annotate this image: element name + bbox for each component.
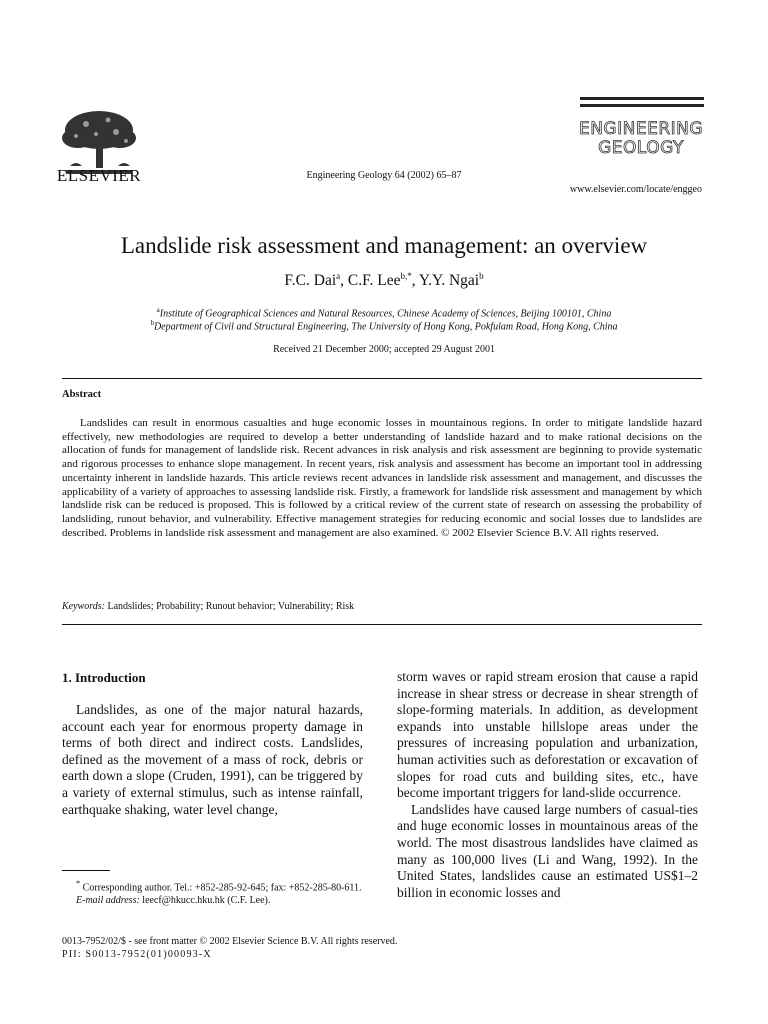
publisher-name: ELSEVIER: [56, 166, 142, 185]
affiliation-mark: a: [156, 306, 160, 314]
journal-citation: Engineering Geology 64 (2002) 65–87: [306, 170, 462, 181]
author-affiliation-mark: a: [336, 271, 341, 281]
footnote: [62, 877, 364, 907]
footnote-contact: Corresponding author. Tel.: +852-285-92-645; fax: +852-285-80-611.: [82, 882, 362, 894]
abstract-heading: Abstract: [62, 389, 102, 400]
article-title: Landslide risk assessment and management: an overview: [120, 233, 648, 258]
journal-name-line2: GEOLOGY: [598, 138, 684, 158]
paragraph: Landslides have caused large numbers of casual-ties and huge economic losses in mountainous areas of the world. The most disastrous landslides have claimed as many as 100,000 lives (Li and Wang, 1992). In the United States, landslides cause an estimated US$1–2 billion in economic losses and: [397, 801, 698, 900]
author-affiliation-mark: b: [479, 271, 484, 281]
email-label: E-mail address:: [76, 895, 140, 907]
paragraph: Landslides, as one of the major natural hazards, account each year for enormous property damage in terms of both direct and indirect costs. Landslides, defined as the movement of a mass of rock, debris or earth down a slope (Cruden, 1991), can be triggered by a variety of external stimulus, such as intense rainfall, earthquake shaking, water level change,: [62, 702, 363, 817]
author-name: Y.Y. Ngai: [418, 272, 480, 290]
received-dates: Received 21 December 2000; accepted 29 August 2001: [273, 344, 495, 355]
keywords: [62, 601, 354, 612]
affiliation: [0, 306, 768, 319]
divider: [62, 378, 702, 379]
keywords-label: Keywords:: [62, 601, 105, 612]
email-address[interactable]: leecf@hkucc.hku.hk (C.F. Lee).: [142, 895, 271, 907]
affiliation-text: Institute of Geographical Sciences and Natural Resources, Chinese Academy of Sciences, Beijing 100101, China: [159, 308, 612, 320]
pii-line: PII: S0013-7952(01)00093-X: [62, 949, 212, 960]
author-list: [0, 271, 768, 290]
footnote-mark: *: [76, 879, 81, 888]
journal-name: [576, 120, 706, 158]
journal-name-line1: ENGINEERING: [578, 119, 704, 139]
author-name: F.C. Dai: [284, 272, 337, 290]
author-affiliation-mark: b,*: [400, 271, 412, 281]
author-separator: ,: [411, 272, 419, 290]
author-separator: ,: [340, 272, 348, 290]
keywords-list: Landslides; Probability; Runout behavior; Vulnerability; Risk: [107, 601, 355, 612]
footnote-corresponding-author: [62, 877, 364, 894]
affiliation-mark: b: [150, 319, 154, 327]
affiliation: [0, 319, 768, 332]
issn-line: 0013-7952/02/$ - see front matter © 2002 Elsevier Science B.V. All rights reserved.: [62, 936, 398, 947]
journal-url[interactable]: www.elsevier.com/locate/enggeo: [569, 184, 702, 195]
left-column: [62, 702, 363, 818]
affiliation-text: Department of Civil and Structural Engineering, The University of Hong Kong, Pokfulam Road, Hong Kong, China: [153, 321, 618, 333]
footnote-email: [62, 894, 364, 907]
abstract-text: Landslides can result in enormous casualties and huge economic losses in mountainous regions. In order to mitigate landslide hazard effectively, new methodologies are required to develop a better understanding of landslide hazard and to make rational decisions on the allocation of funds for management of landslide risk. Recent advances in risk analysis and risk assessment are beginning to provide systematic and rigorous processes to enhance slope management. In recent years, risk analysis and assessment has become an important tool in addressing uncertainty inherent in landslide hazards. This article reviews recent advances in landslide risk assessment and management, and discusses the applicability of a variety of approaches to assessing landslide risk. Firstly, a framework for landslide risk assessment and management by which landslide risk can be reduced is proposed. This is followed by a critical review of the current state of research on assessing the probability of landsliding, runout behavior, and vulnerability. Effective management strategies for reducing economic and social losses due to landslides are described. Problems in landslide risk assessment and management are also examined. © 2002 Elsevier Science B.V. All rights reserved.: [62, 417, 702, 539]
author-name: C.F. Lee: [347, 272, 401, 290]
page-footer: [62, 935, 397, 961]
journal-header-rules: [580, 97, 704, 111]
right-column: [397, 669, 698, 901]
footnote-divider: [62, 870, 110, 871]
section-heading: 1. Introduction: [62, 670, 146, 685]
divider: [62, 624, 702, 625]
paragraph: storm waves or rapid stream erosion that cause a rapid increase in shear stress or decrease in shear strength of slope-forming materials. In addition, as development expands into unstable hillslope areas under the pressures of increasing population and urbanization, human activities such as deforestation or excavation of slopes for road cuts and building sites, etc., have become important triggers for land-slide occurrence.: [397, 669, 698, 801]
